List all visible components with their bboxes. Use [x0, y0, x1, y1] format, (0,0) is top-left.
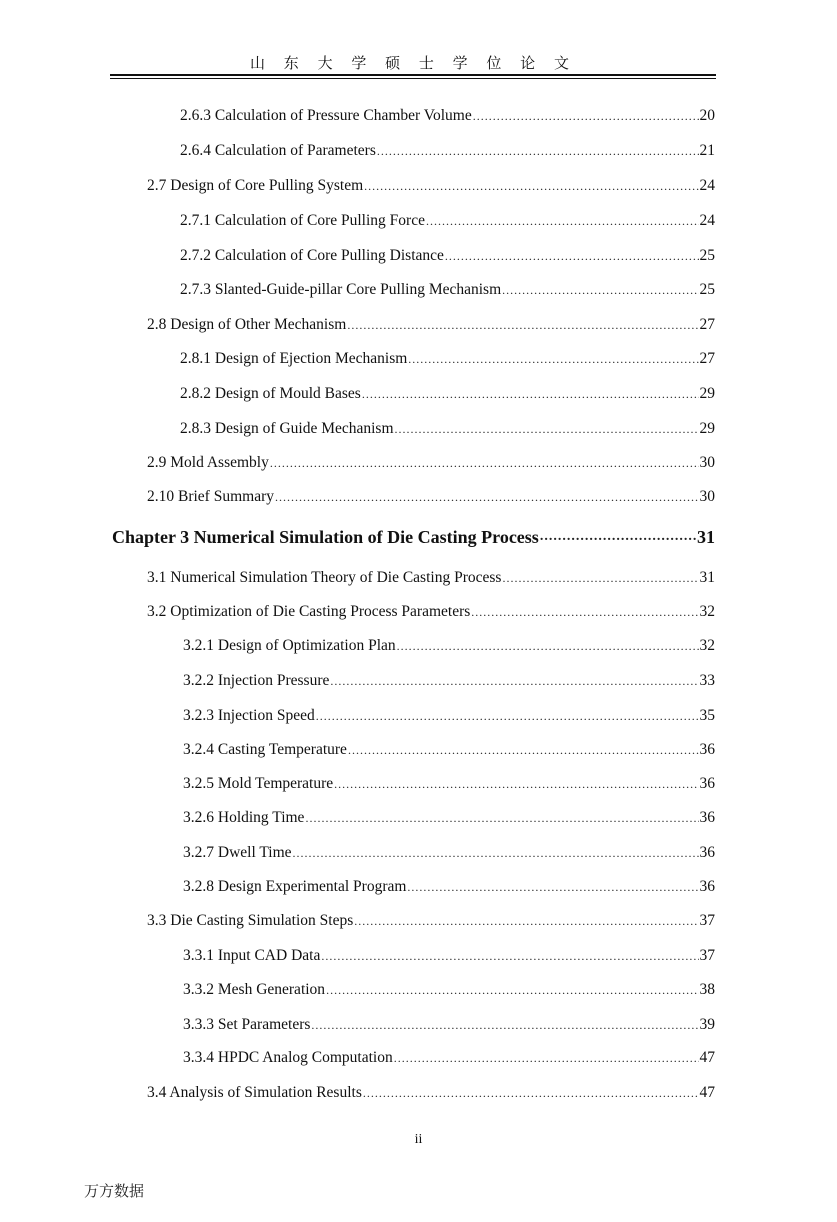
toc-entry-title: 2.7.2 Calculation of Core Pulling Distance [180, 247, 444, 264]
toc-entry [183, 737, 715, 759]
toc-entry [183, 1045, 715, 1067]
toc-entry [147, 173, 715, 195]
toc-entry [183, 874, 715, 896]
toc-entry-page: 36 [699, 878, 715, 895]
toc-entry [147, 908, 715, 930]
toc-leader-dots [354, 912, 698, 930]
toc-entry-page: 25 [699, 281, 715, 298]
toc-entry-title: Chapter 3 Numerical Simulation of Die Casting Process [112, 527, 539, 547]
toc-leader-dots [311, 1016, 698, 1034]
toc-entry [183, 771, 715, 793]
toc-leader-dots [397, 637, 699, 655]
toc-entry-title: 3.2.7 Dwell Time [183, 844, 292, 861]
toc-leader-dots [362, 385, 699, 403]
toc-entry-title: 3.2.5 Mold Temperature [183, 775, 334, 792]
toc-leader-dots [270, 454, 699, 472]
toc-entry-title: 3.4 Analysis of Simulation Results [147, 1084, 362, 1101]
toc-entry-title: 2.10 Brief Summary [147, 488, 274, 505]
toc-entry-page: 35 [699, 707, 715, 724]
toc-entry-title: 3.2.3 Injection Speed [183, 707, 315, 724]
toc-entry [147, 565, 715, 587]
toc-leader-dots [363, 1084, 699, 1102]
toc-entry [147, 450, 715, 472]
toc-entry-page: 39 [699, 1016, 715, 1033]
toc-entry [183, 633, 715, 655]
toc-leader-dots [540, 526, 696, 548]
toc-entry [180, 243, 715, 265]
toc-entry-page: 29 [699, 420, 715, 437]
toc-entry [147, 1080, 715, 1102]
toc-entry-page: 36 [699, 809, 715, 826]
toc-entry [147, 484, 715, 506]
toc-entry [180, 416, 715, 438]
toc-entry [183, 703, 715, 725]
toc-entry-page: 25 [699, 247, 715, 264]
header-title: 山 东 大 学 硕 士 学 位 论 文 [250, 54, 576, 72]
toc-entry [183, 1012, 715, 1034]
toc-entry-title: 3.3.1 Input CAD Data [183, 947, 321, 964]
toc-leader-dots [334, 775, 698, 793]
toc-entry-title: 2.9 Mold Assembly [147, 454, 269, 471]
toc-entry-page: 31 [699, 569, 715, 586]
toc-leader-dots [321, 947, 698, 965]
toc-entry-title: 3.1 Numerical Simulation Theory of Die Casting Process [147, 569, 502, 586]
toc-entry [180, 103, 715, 125]
toc-entry-title: 2.7.1 Calculation of Core Pulling Force [180, 212, 425, 229]
toc-entry [183, 977, 715, 999]
toc-entry [183, 668, 715, 690]
toc-entry-title: 2.6.4 Calculation of Parameters [180, 142, 376, 159]
toc-entry-title: 3.3.4 HPDC Analog Computation [183, 1049, 393, 1066]
toc-entry-page: 27 [699, 350, 715, 367]
toc-entry-page: 33 [699, 672, 715, 689]
toc-entry [180, 208, 715, 230]
toc-entry-title: 3.2.8 Design Experimental Program [183, 878, 407, 895]
toc-entry-title: 2.8.2 Design of Mould Bases [180, 385, 361, 402]
toc-entry [147, 312, 715, 334]
watermark-text: 万方数据 [84, 1182, 145, 1200]
toc-entry-title: 3.2.6 Holding Time [183, 809, 305, 826]
toc-entry-page: 24 [699, 177, 715, 194]
toc-entry-title: 2.6.3 Calculation of Pressure Chamber Volume [180, 107, 472, 124]
toc-leader-dots [502, 281, 698, 299]
toc-entry-page: 36 [699, 775, 715, 792]
toc-entry-page: 36 [699, 844, 715, 861]
toc-leader-dots [364, 177, 698, 195]
toc-leader-dots [293, 844, 699, 862]
toc-entry-page: 37 [699, 947, 715, 964]
toc-leader-dots [316, 707, 699, 725]
toc-entry-page: 36 [699, 741, 715, 758]
toc-leader-dots [408, 350, 698, 368]
toc-leader-dots [326, 981, 698, 999]
toc-leader-dots [377, 142, 699, 160]
toc-leader-dots [426, 212, 699, 230]
toc-leader-dots [473, 107, 699, 125]
toc-entry-title: 2.8 Design of Other Mechanism [147, 316, 347, 333]
toc-leader-dots [347, 316, 698, 334]
toc-entry-page: 30 [699, 454, 715, 471]
toc-entry-page: 21 [699, 142, 715, 159]
toc-leader-dots [275, 488, 699, 506]
toc-entry [180, 346, 715, 368]
toc-leader-dots [502, 569, 698, 587]
toc-entry [180, 277, 715, 299]
toc-entry-page: 47 [699, 1084, 715, 1101]
toc-leader-dots [407, 878, 698, 896]
toc-entry-title: 3.2.4 Casting Temperature [183, 741, 347, 758]
toc-entry-page: 30 [699, 488, 715, 505]
toc-entry [183, 943, 715, 965]
toc-entry [183, 805, 715, 827]
toc-entry-page: 37 [699, 912, 715, 929]
toc-entry-title: 2.8.3 Design of Guide Mechanism [180, 420, 394, 437]
toc-chapter-entry [112, 522, 715, 548]
toc-entry [180, 138, 715, 160]
toc-entry-title: 2.7.3 Slanted-Guide-pillar Core Pulling Mechanism [180, 281, 502, 298]
toc-entry-page: 27 [699, 316, 715, 333]
toc-entry-title: 2.8.1 Design of Ejection Mechanism [180, 350, 408, 367]
toc-entry-title: 3.3.2 Mesh Generation [183, 981, 326, 998]
toc-entry [147, 599, 715, 621]
toc-leader-dots [330, 672, 698, 690]
toc-entry-page: 38 [699, 981, 715, 998]
toc-entry-title: 3.2 Optimization of Die Casting Process Parameters [147, 603, 471, 620]
toc-leader-dots [395, 420, 699, 438]
toc-entry-page: 32 [699, 603, 715, 620]
toc-entry-page: 20 [699, 107, 715, 124]
toc-entry-page: 47 [699, 1049, 715, 1066]
toc-entry [183, 840, 715, 862]
toc-entry-page: 29 [699, 385, 715, 402]
toc-entry-page: 24 [699, 212, 715, 229]
toc-leader-dots [348, 741, 699, 759]
toc-entry-page: 31 [697, 527, 715, 547]
toc-leader-dots [394, 1049, 699, 1067]
toc-leader-dots [445, 247, 699, 265]
page-number: ii [414, 1132, 423, 1147]
toc-entry-title: 3.2.1 Design of Optimization Plan [183, 637, 396, 654]
toc-entry-title: 3.2.2 Injection Pressure [183, 672, 330, 689]
toc-entry-title: 3.3 Die Casting Simulation Steps [147, 912, 354, 929]
toc-leader-dots [305, 809, 698, 827]
toc-entry-page: 32 [699, 637, 715, 654]
toc-entry-title: 2.7 Design of Core Pulling System [147, 177, 364, 194]
toc-entry [180, 381, 715, 403]
toc-entry-title: 3.3.3 Set Parameters [183, 1016, 311, 1033]
toc-leader-dots [471, 603, 698, 621]
